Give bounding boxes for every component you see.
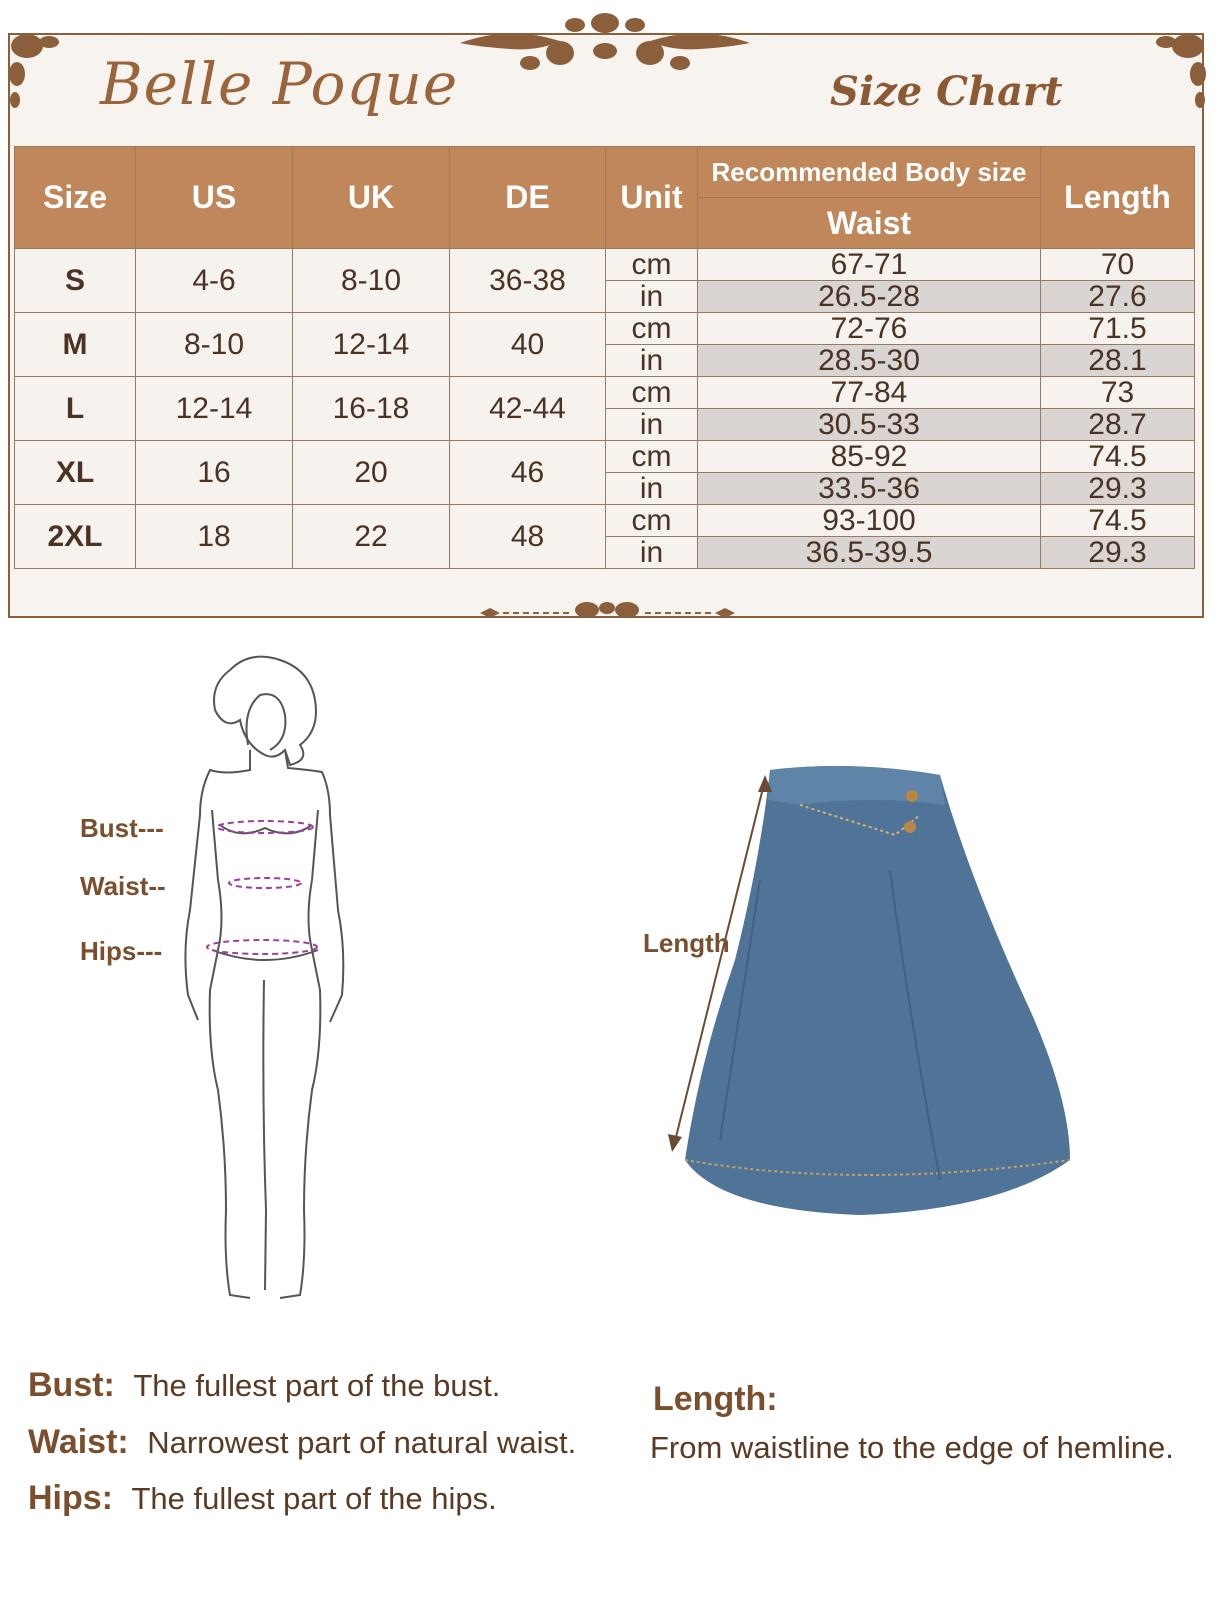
waist-cell: 85-92	[698, 441, 1041, 473]
size-cell: XL	[15, 441, 136, 505]
waist-term: Waist:	[28, 1423, 129, 1461]
de-cell: 46	[450, 441, 606, 505]
us-cell: 12-14	[136, 377, 293, 441]
size-cell: M	[15, 313, 136, 377]
hips-text: The fullest part of the hips.	[131, 1481, 497, 1516]
measure-lines	[200, 815, 340, 965]
waist-cell: 93-100	[698, 505, 1041, 537]
bust-term: Bust:	[28, 1366, 115, 1404]
unit-cell: in	[606, 281, 698, 313]
length-cell: 73	[1041, 377, 1195, 409]
hips-term: Hips:	[28, 1479, 113, 1517]
size-cell: L	[15, 377, 136, 441]
unit-cell: cm	[606, 249, 698, 281]
uk-cell: 12-14	[293, 313, 450, 377]
us-cell: 18	[136, 505, 293, 569]
waist-cell: 28.5-30	[698, 345, 1041, 377]
brand-logo: Belle Poque	[100, 50, 459, 118]
waist-cell: 72-76	[698, 313, 1041, 345]
table-row	[15, 377, 1195, 409]
waist-cell: 67-71	[698, 249, 1041, 281]
uk-cell: 8-10	[293, 249, 450, 313]
top-left-ornament	[5, 30, 65, 110]
us-cell: 8-10	[136, 313, 293, 377]
uk-cell: 16-18	[293, 377, 450, 441]
top-right-ornament	[1150, 30, 1210, 110]
body-figure-illustration	[170, 650, 360, 1310]
de-cell: 36-38	[450, 249, 606, 313]
length-definition-term	[653, 1380, 778, 1419]
size-cell: 2XL	[15, 505, 136, 569]
unit-cell: cm	[606, 377, 698, 409]
de-cell: 42-44	[450, 377, 606, 441]
length-text: From waistline to the edge of hemline.	[650, 1430, 1174, 1465]
hips-definition	[28, 1479, 497, 1518]
header-recommended: Recommended Body size	[698, 147, 1041, 198]
us-cell: 4-6	[136, 249, 293, 313]
header-waist: Waist	[698, 198, 1041, 249]
bust-label: Bust---	[80, 813, 164, 843]
unit-cell: cm	[606, 313, 698, 345]
de-cell: 48	[450, 505, 606, 569]
waist-label: Waist--	[80, 871, 166, 901]
length-cell: 74.5	[1041, 441, 1195, 473]
length-definition-text	[650, 1430, 1174, 1466]
table-row	[15, 249, 1195, 281]
bust-definition	[28, 1366, 500, 1405]
length-cell: 70	[1041, 249, 1195, 281]
waist-cell: 26.5-28	[698, 281, 1041, 313]
unit-cell: in	[606, 537, 698, 569]
header-de: DE	[450, 147, 606, 249]
length-cell: 29.3	[1041, 537, 1195, 569]
header-length: Length	[1041, 147, 1195, 249]
length-cell: 27.6	[1041, 281, 1195, 313]
unit-cell: cm	[606, 441, 698, 473]
top-center-ornament	[450, 5, 760, 75]
waist-text: Narrowest part of natural waist.	[147, 1425, 577, 1460]
table-row	[15, 505, 1195, 537]
us-cell: 16	[136, 441, 293, 505]
unit-cell: in	[606, 473, 698, 505]
denim-skirt-illustration	[640, 760, 1080, 1230]
length-cell: 71.5	[1041, 313, 1195, 345]
de-cell: 40	[450, 313, 606, 377]
uk-cell: 20	[293, 441, 450, 505]
length-cell: 74.5	[1041, 505, 1195, 537]
unit-cell: in	[606, 345, 698, 377]
skirt-length-label: Length	[643, 928, 730, 958]
header-uk: UK	[293, 147, 450, 249]
header-us: US	[136, 147, 293, 249]
length-cell: 28.1	[1041, 345, 1195, 377]
table-row	[15, 441, 1195, 473]
header-size: Size	[15, 147, 136, 249]
waist-cell: 77-84	[698, 377, 1041, 409]
length-cell: 29.3	[1041, 473, 1195, 505]
waist-cell: 33.5-36	[698, 473, 1041, 505]
size-table	[14, 146, 1195, 569]
hips-label: Hips---	[80, 936, 163, 966]
waist-cell: 30.5-33	[698, 409, 1041, 441]
waist-definition	[28, 1423, 576, 1462]
unit-cell: in	[606, 409, 698, 441]
length-cell: 28.7	[1041, 409, 1195, 441]
size-cell: S	[15, 249, 136, 313]
uk-cell: 22	[293, 505, 450, 569]
unit-cell: cm	[606, 505, 698, 537]
waist-cell: 36.5-39.5	[698, 537, 1041, 569]
header-unit: Unit	[606, 147, 698, 249]
bottom-center-ornament	[475, 598, 740, 628]
bust-text: The fullest part of the bust.	[133, 1368, 501, 1403]
table-row	[15, 313, 1195, 345]
length-term: Length:	[653, 1380, 778, 1418]
size-chart-title: Size Chart	[830, 68, 1063, 115]
